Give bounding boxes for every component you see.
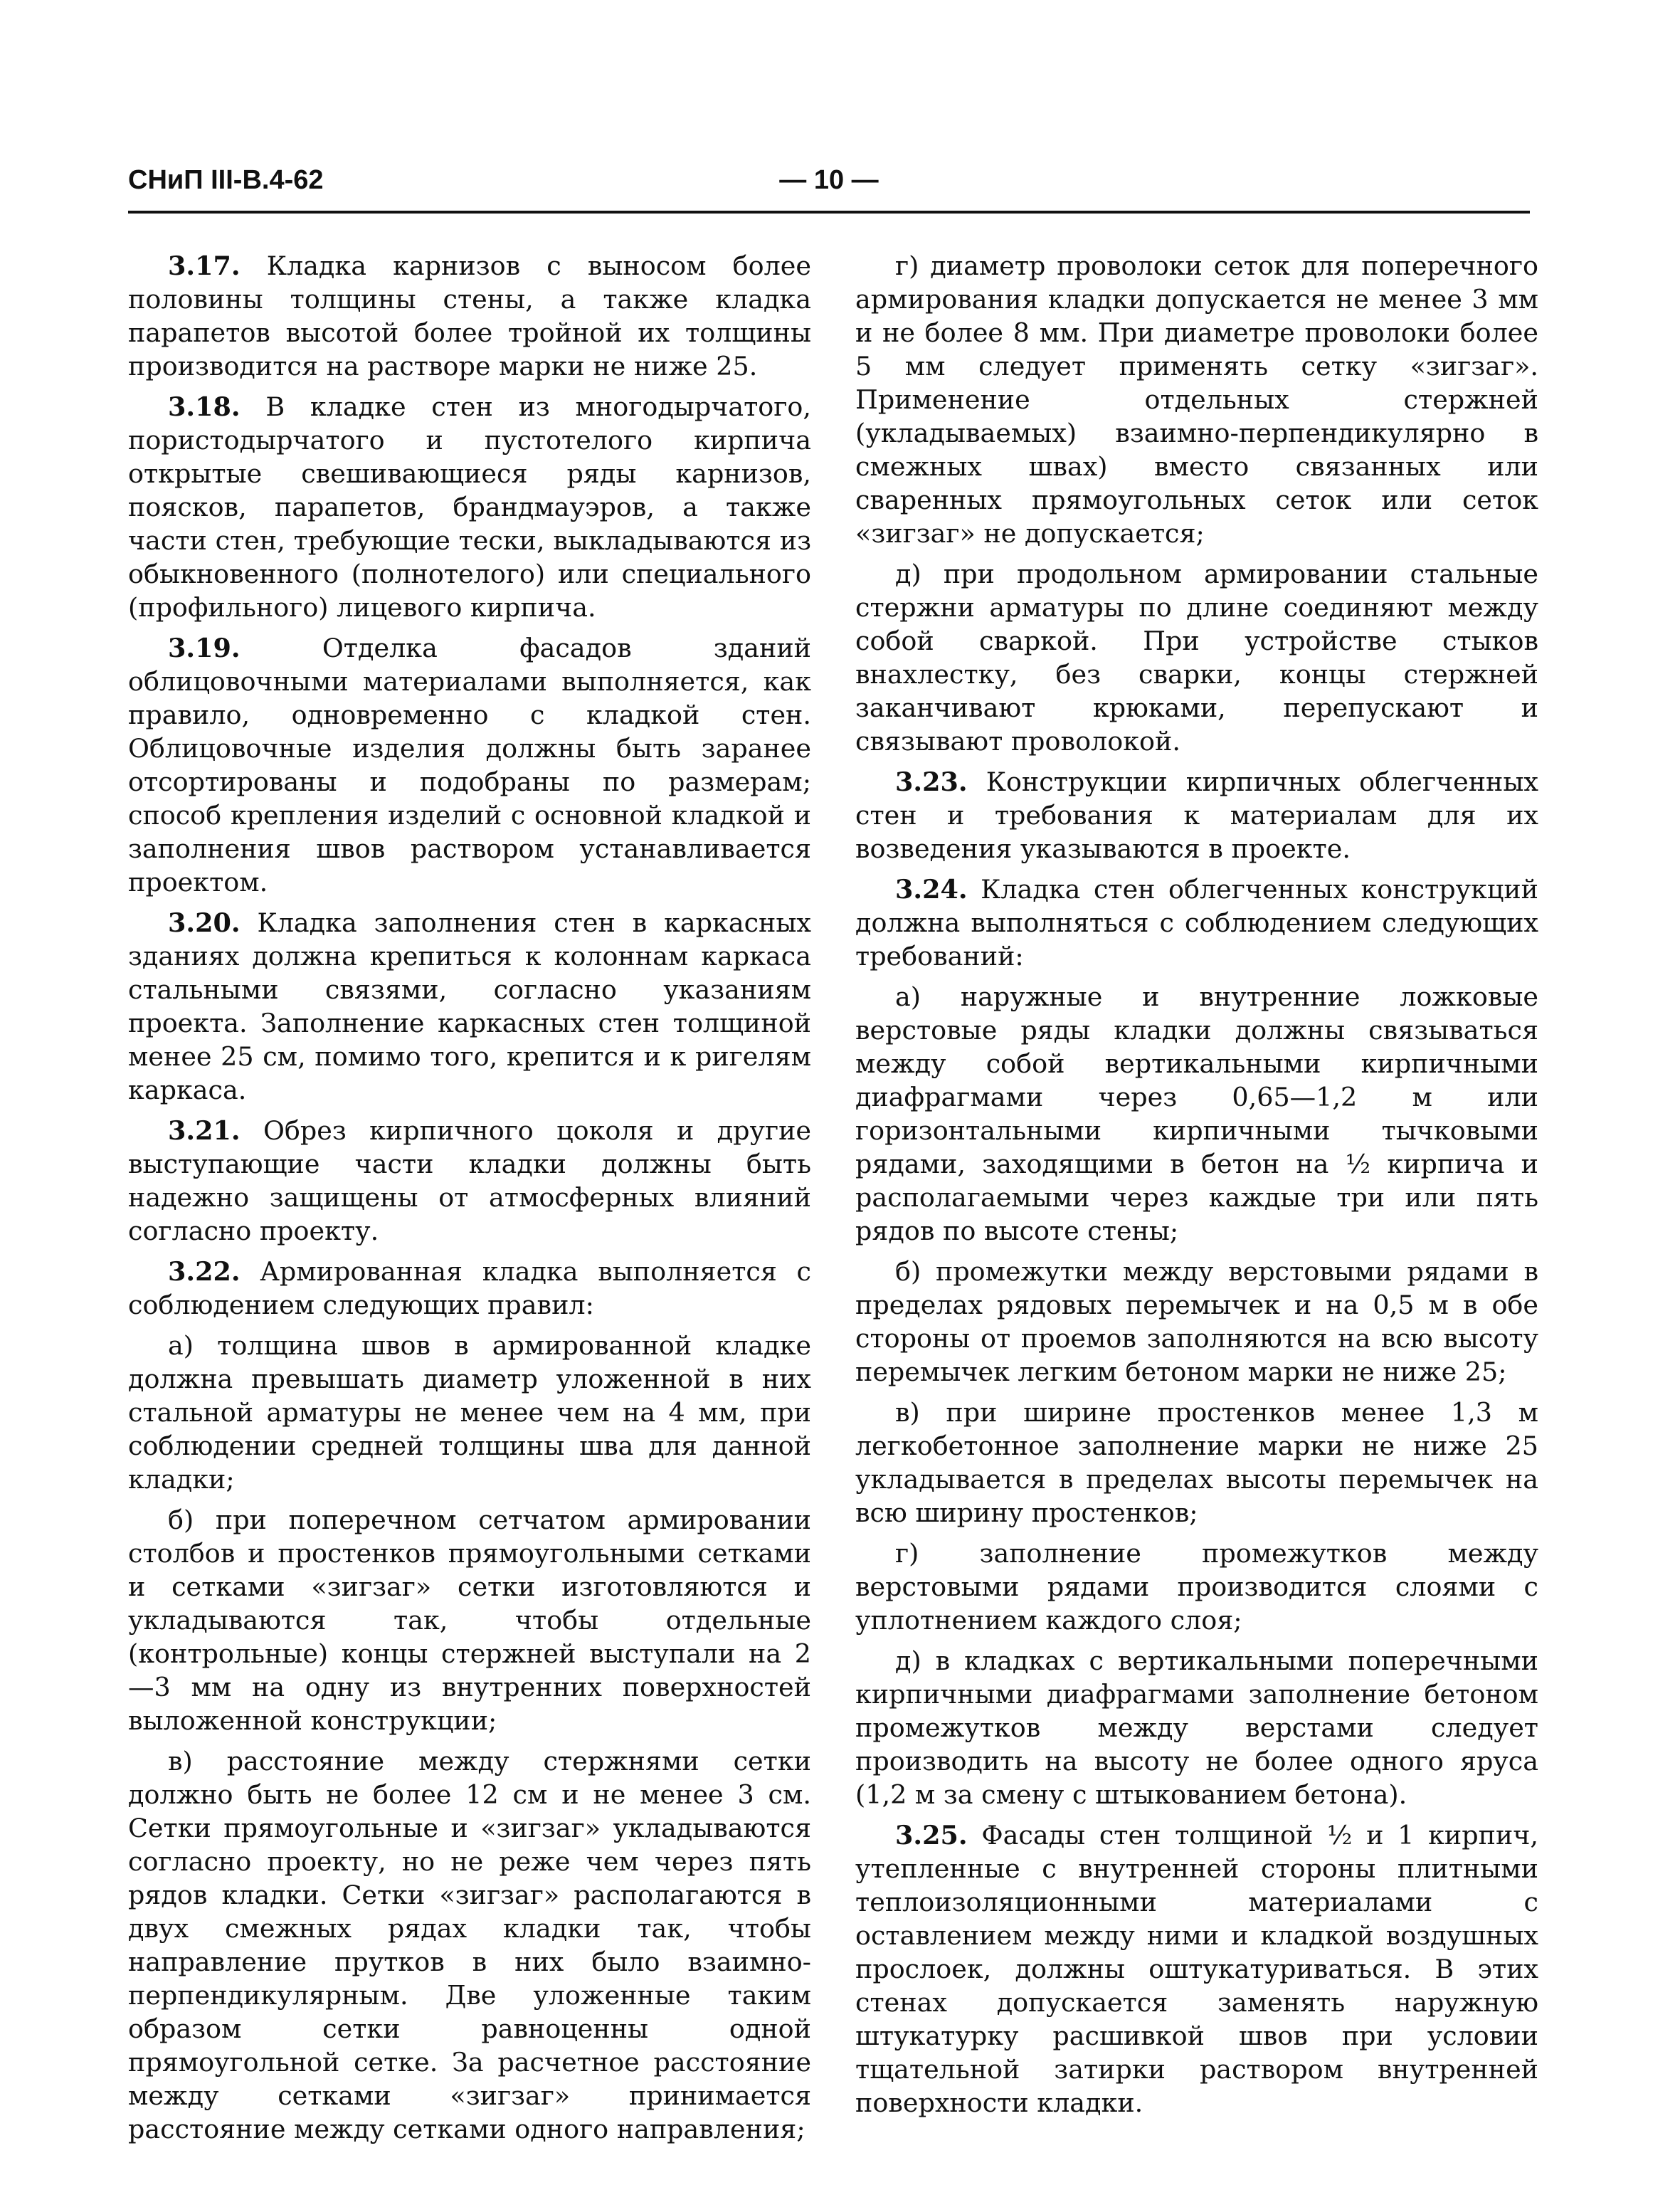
clause-paragraph <box>855 765 1538 865</box>
clause-text: В кладке стен из многодырчатого, пористодырчатого и пустотелого кирпича открытые свешивающиеся ряды карнизов, поясков, парапетов, брандмауэров, а также части стен, требующие тески, выкладываются из обыкновенного (полнотелого) или специального (профильного) лицевого кирпича. <box>128 391 811 623</box>
right-column <box>855 249 1538 2127</box>
clause-text: а) наружные и внутренние ложковые верстовые ряды кладки должны связываться между собой вертикальными кирпичными диафрагмами через 0,65—1,2 м или горизонтальными кирпичными тычковыми рядами, заходящими в бетон на ½ кирпича и располагаемыми через каждые три или пять рядов по высоте стены; <box>855 981 1538 1246</box>
subclause-paragraph <box>855 249 1538 550</box>
clause-text: Кладка карнизов с выносом более половины толщины стены, а также кладка парапетов высотой более тройной их толщины производится на растворе марки не ниже 25. <box>128 251 811 381</box>
clause-text: Армированная кладка выполняется с соблюдением следующих правил: <box>128 1256 811 1320</box>
page-number: — 10 — <box>779 165 879 195</box>
clause-number: 3.24. <box>895 874 968 905</box>
clause-paragraph <box>128 249 811 383</box>
clause-text: а) толщина швов в армированной кладке должна превышать диаметр уложенной в них стальной арматуры не менее чем на 4 мм, при соблюдении средней толщины шва для данной кладки; <box>128 1330 811 1495</box>
clause-text: в) при ширине простенков менее 1,3 м легкобетонное заполнение марки не ниже 25 укладывается в пределах высоты перемычек на всю ширину простенков; <box>855 1397 1538 1528</box>
clause-paragraph <box>128 390 811 624</box>
clause-text: б) промежутки между верстовыми рядами в пределах рядовых перемычек и на 0,5 м в обе стороны от проемов заполняются на всю высоту перемычек легким бетоном марки не ниже 25; <box>855 1256 1538 1387</box>
subclause-paragraph <box>855 1396 1538 1530</box>
clause-number: 3.22. <box>168 1256 241 1287</box>
clause-text: г) заполнение промежутков между верстовыми рядами производится слоями с уплотнением каждого слоя; <box>855 1538 1538 1636</box>
subclause-paragraph <box>128 1329 811 1496</box>
document-code: СНиП III-В.4-62 <box>128 165 324 195</box>
page-header <box>128 162 1530 214</box>
clause-text: Конструкции кирпичных облегченных стен и требования к материалам для их возведения указываются в проекте. <box>855 767 1538 864</box>
clause-text: Кладка заполнения стен в каркасных зданиях должна крепиться к колоннам каркаса стальными связями, согласно указаниям проекта. Заполнение каркасных стен толщиной менее 25 см, помимо того, крепится и к ригелям каркаса. <box>128 907 811 1105</box>
clause-text: Обрез кирпичного цоколя и другие выступающие части кладки должны быть надежно защищены от атмосферных влияний согласно проекту. <box>128 1115 811 1246</box>
clause-text: Отделка фасадов зданий облицовочными материалами выполняется, как правило, одновременно с кладкой стен. Облицовочные изделия должны быть заранее отсортированы и подобраны по размерам; способ крепления изделий с основной кладкой и заполнения швов раствором устанавливается проектом. <box>128 633 811 897</box>
clause-paragraph <box>855 1818 1538 2120</box>
clause-text: д) при продольном армировании стальные стержни арматуры по длине соединяют между собой сваркой. При устройстве стыков внахлестку, без сварки, концы стержней заканчивают крюками, перепускают и связывают проволокой. <box>855 559 1538 757</box>
clause-number: 3.20. <box>168 907 241 938</box>
clause-text: б) при поперечном сетчатом армировании столбов и простенков прямоугольными сетками и сетками «зигзаг» сетки изготовляются и укладываются так, чтобы отдельные (контрольные) концы стержней выступали на 2—3 мм на одну из внутренних поверхностей выложенной конструкции; <box>128 1505 811 1736</box>
clause-number: 3.23. <box>895 767 968 797</box>
subclause-paragraph <box>855 557 1538 758</box>
clause-paragraph <box>128 631 811 899</box>
clause-number: 3.21. <box>168 1115 241 1146</box>
clause-number: 3.19. <box>168 633 241 663</box>
clause-text: Кладка стен облегченных конструкций должна выполняться с соблюдением следующих требований: <box>855 874 1538 972</box>
clause-text: в) расстояние между стержнями сетки должно быть не более 12 см и не менее 3 см. Сетки прямоугольные и «зигзаг» укладываются согласно проекту, но не реже чем через пять рядов кладки. Сетки «зигзаг» располагаются в двух смежных рядах кладки так, чтобы направление прутков в них было взаимно-перпендикулярным. Две уложенные таким образом сетки равноценны одной прямоугольной сетке. За расчетное расстояние между сетками «зигзаг» принимается расстояние между сетками одного направления; <box>128 1746 811 2144</box>
subclause-paragraph <box>855 980 1538 1248</box>
subclause-paragraph <box>128 1744 811 2146</box>
clause-text: д) в кладках с вертикальными поперечными кирпичными диафрагмами заполнение бетоном промежутков между верстами следует производить на высоту не более одного яруса (1,2 м за смену с штыкованием бетона). <box>855 1646 1538 1810</box>
left-column <box>128 249 811 2153</box>
clause-number: 3.17. <box>168 251 241 281</box>
clause-paragraph <box>128 1255 811 1322</box>
subclause-paragraph <box>855 1644 1538 1811</box>
clause-number: 3.18. <box>168 391 241 422</box>
subclause-paragraph <box>855 1255 1538 1389</box>
clause-text: г) диаметр проволоки сеток для поперечного армирования кладки допускается не менее 3 мм и не более 8 мм. При диаметре проволоки более 5 мм следует применять сетку «зигзаг». Применение отдельных стержней (укладываемых) взаимно-перпендикулярно в смежных швах) вместо связанных или сваренных прямоугольных сеток или сеток «зигзаг» не допускается; <box>855 251 1538 549</box>
clause-paragraph <box>855 873 1538 973</box>
clause-paragraph <box>128 1114 811 1248</box>
clause-number: 3.25. <box>895 1820 968 1850</box>
subclause-paragraph <box>128 1503 811 1737</box>
clause-paragraph <box>128 906 811 1107</box>
subclause-paragraph <box>855 1537 1538 1637</box>
clause-text: Фасады стен толщиной ½ и 1 кирпич, утепленные с внутренней стороны плитными теплоизоляционными материалами с оставлением между ними и кладкой воздушных прослоек, должны оштукатуриваться. В этих стенах допускается заменять наружную штукатурку расшивкой швов при условии тщательной затирки раствором внутренней поверхности кладки. <box>855 1820 1538 2118</box>
